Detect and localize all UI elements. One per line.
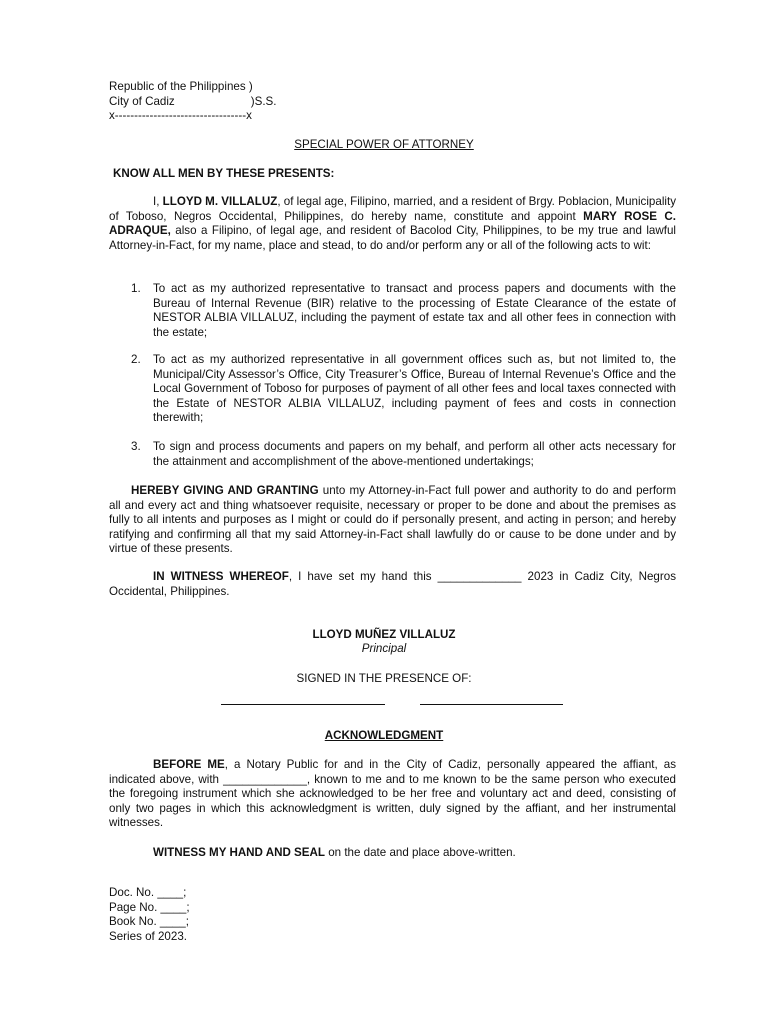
witness-text: , I have set my hand this _____________ 2023 in Cadiz City, Negros Occidental, Philippines. — [109, 570, 676, 598]
venue-city: City of Cadiz — [109, 94, 175, 108]
salutation: KNOW ALL MEN BY THESE PRESENTS: — [113, 167, 335, 180]
principal-signature-name: LLOYD MUÑEZ VILLALUZ — [312, 628, 456, 641]
intro-text-1: , of legal age, Filipino, married, and a resident of Brgy. Poblacion, Municipality of Toboso, Negros Occidental, Philippines, do hereby name, constitute and appoint — [109, 195, 677, 223]
intro-paragraph — [109, 195, 676, 253]
attorney-name-inline: MARY ROSE C. ADRAQUE, — [109, 209, 677, 237]
venue-separator: x----------------------------------x — [109, 109, 252, 122]
intro-text-2: also a Filipino, of legal age, and resident of Bacolod City, Philippines, to be my true and lawful Attorney-in-Fact, for my name, place and stead, to do and/or perform any or all of the following acts to wit: — [109, 224, 676, 252]
venue-block — [109, 80, 277, 124]
witness-lead: IN WITNESS WHEREOF — [153, 570, 289, 583]
venue-republic: Republic of the Philippines ) — [109, 80, 253, 93]
principal-role: Principal — [361, 642, 407, 655]
intro-prefix: I, — [153, 195, 163, 208]
venue-ss: )S.S. — [250, 94, 277, 108]
acknowledgment-title-text: ACKNOWLEDGMENT — [324, 729, 444, 742]
notary-doc-no: Doc. No. ____; — [109, 886, 187, 899]
act-text: To act as my authorized representative in all government offices such as, but not limited to, the Municipal/City Assessor’s Office, City Treasurer’s Office, Bureau of Internal Revenue’s Office and the Local Government of Toboso for purposes of payment of all other fees and local taxes connected with the Estate of NESTOR ALBIA VILLALUZ, including payment of fees and costs in connection therewith; — [153, 353, 676, 424]
acknowledgment-paragraph — [109, 758, 676, 831]
granting-lead: HEREBY GIVING AND GRANTING — [131, 484, 319, 497]
seal-paragraph — [109, 846, 676, 861]
acknowledgment-lead: BEFORE ME — [153, 758, 225, 771]
notary-page-no: Page No. ____; — [109, 900, 190, 914]
notary-book-no: Book No. ____; — [109, 915, 189, 928]
document-title — [0, 138, 768, 153]
seal-text: on the date and place above-written. — [324, 846, 516, 859]
principal-name-inline: LLOYD M. VILLALUZ — [162, 195, 278, 208]
act-number: 3. — [131, 440, 141, 453]
act-number: 2. — [131, 353, 141, 366]
witness-paragraph — [109, 570, 676, 599]
notary-series: Series of 2023. — [109, 929, 187, 943]
act-text: To act as my authorized representative to transact and process papers and documents with the Bureau of Internal Revenue (BIR) relative to the processing of Estate Clearance of the estate of NESTOR ALBIA VILLALUZ, including the payment of estate tax and all other fees in connection with the estate; — [153, 282, 676, 339]
witness-signature-line-2 — [420, 704, 563, 705]
seal-lead: WITNESS MY HAND AND SEAL — [153, 846, 325, 859]
acknowledgment-text: , a Notary Public for and in the City of Cadiz, personally appeared the affiant, as indicated above, with _____________, known to me and to me known to be the same person who executed the foregoing instrument which she acknowledged to be her free and voluntary act and deed, consisting of only two pages in which this acknowledgment is written, duly signed by the affiant, and her instrumental witnesses. — [109, 758, 676, 829]
notary-details — [109, 886, 190, 944]
witness-signature-line-1 — [221, 704, 385, 705]
presence-label: SIGNED IN THE PRESENCE OF: — [296, 672, 472, 685]
granting-paragraph — [109, 484, 676, 557]
acknowledgment-title — [0, 729, 768, 744]
granting-text: unto my Attorney-in-Fact full power and authority to do and perform all and every act and thing whatsoever requisite, necessary or proper to be done and about the premises as fully to all intents and purposes as I might or could do if personally present, and acting in person; and hereby ratifying and confirming all that my said Attorney-in-Fact shall lawfully do or cause to be done under and by virtue of these presents. — [109, 484, 677, 555]
act-text: To sign and process documents and papers on my behalf, and perform all other acts necessary for the attainment and accomplishment of the above-mentioned undertakings; — [153, 440, 676, 468]
act-number: 1. — [131, 282, 141, 295]
document-title-text: SPECIAL POWER OF ATTORNEY — [294, 138, 474, 151]
venue-city-line — [109, 95, 277, 110]
